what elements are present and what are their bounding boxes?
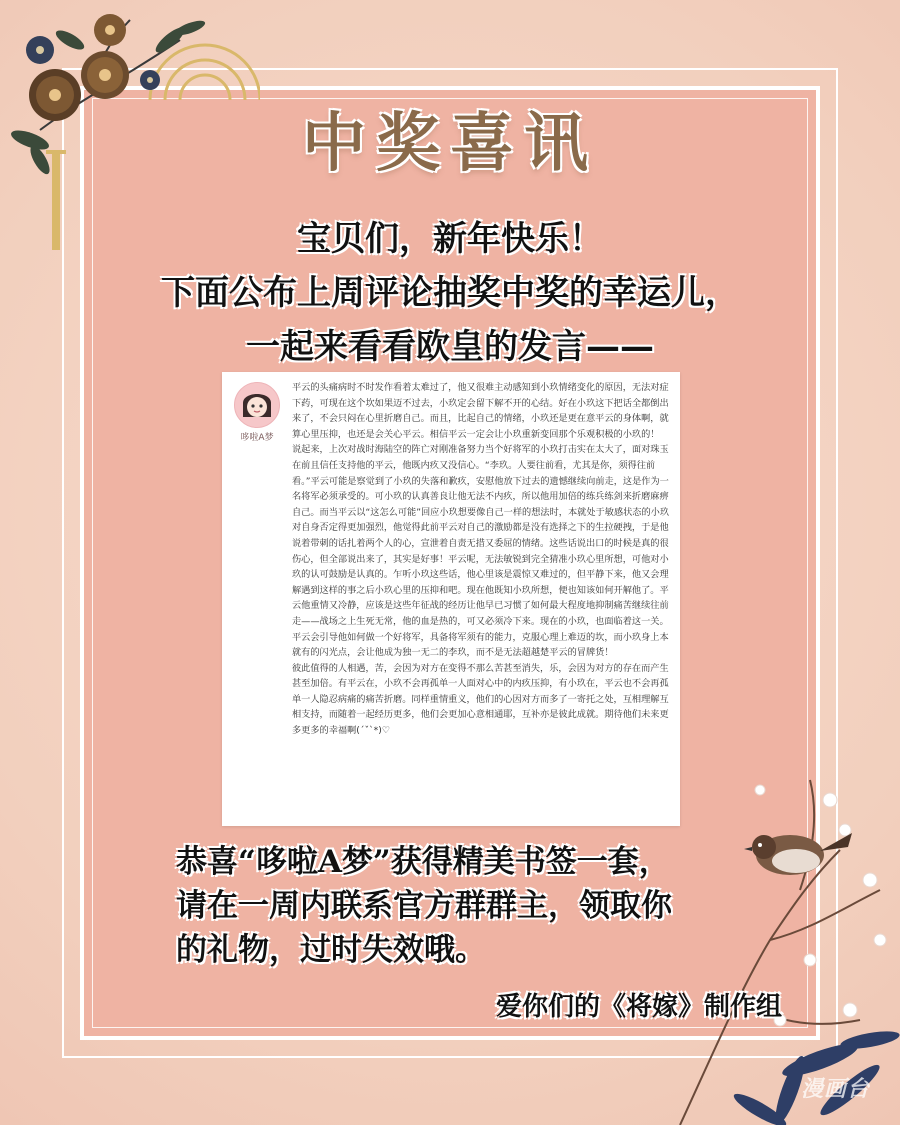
- page-title: 中奖喜讯: [302, 106, 598, 181]
- signature: 爱你们的《将嫁》制作组: [495, 992, 782, 1022]
- winner-announcement: [176, 840, 776, 972]
- intro-text: [0, 212, 900, 374]
- comment-card: [222, 372, 680, 826]
- avatar: [234, 382, 280, 428]
- announcement-line: 恭喜“哆啦A梦”获得精美书签一套，: [176, 844, 670, 880]
- announcement-line: 的礼物，过时失效哦。: [176, 932, 486, 968]
- avatar-face-icon: [235, 383, 279, 427]
- watermark: 漫画台: [800, 1077, 870, 1102]
- comment-text: 平云的头痛病时不时发作看着太难过了，他又很难主动感知到小玖情绪变化的原因，无法对症下药，可现在这个坎如果迈不过去，小玖定会留下解不开的心结。好在小玖这下把话全都倒出来了，不会只闷在心里折磨自己。而且，比起自己的情绪，小玖还是更在意平云的身体啊，就算心里压抑，也还是会关心平云。相信平云一定会让小玖重新变回那个乐观积极的小玖的！ 说起来，上次对战时海陆空的阵亡对刚准备努力当个好将军的小玖打击实在太大了，面对珠玉在前且信任支持他的平云，他既内疚又没信心。“李玖。人要往前看，尤其是你，须得往前看。”平云可能是察觉到了小玖的失落和歉疚，安慰他放下过去的遗憾继续向前走，这是作为一名将军必须承受的。可小玖的认真善良让他无法不内疚，所以他用加倍的练兵练剑来折磨麻痹自己。而当平云以“这怎么可能”回应小玖想要像自己一样的想法时，本就处于敏感状态的小玖对自身否定得更加强烈，他觉得此前平云对自己的激励都是没有选择之下的生拉硬拽，于是他说着带刺的话扎着两个人的心，宣泄着自责无措又委屈的情绪。这些话说出口的时候是真的很伤心，但全部说出来了，其实是好事！平云呢，无法敏锐到完全猜准小玖心里所想，可他对小玖的认可鼓励是认真的。乍听小玖这些话，他心里该是震惊又难过的，但平静下来，他又会理解遇到这样的事之后小玖心里的压抑和吧。现在他既知小玖所想，便也知该如何开解他了。平云他重情又冷静，应该是这些年征战的经历让他早已习惯了如何最大程度地抑制痛苦继续往前走——战场之上生死无常，他的血是热的，可又必须冷下来。现在的小玖，也面临着这一关。平云会引导他如何做一个好将军，具备将军须有的能力，克服心理上难迈的坎，而小玖身上本就有的闪光点，会让他成为独一无二的李玖，而不是无法超越楚平云的冒牌货！ 彼此值得的人相遇，苦，会因为对方在变得不那么苦甚至消失，乐，会因为对方的存在而产生甚至加倍。有平云在，小玖不会再孤单一人面对心中的内疚压抑，有小玖在，平云也不会再孤单一人隐忍病痛的痛苦折磨。同样重情重义，他们的心因对方而多了一寄托之处，互相理解互相支持，而随着一起经历更多，他们会更加心意相通耶，互补亦是彼此成就。期待他们未来更多更多的幸福啊(´ˇ`*)♡: [292, 382, 670, 737]
- intro-line: 一起来看看欧皇的发言——: [246, 327, 654, 367]
- comment-user-name: 哆啦A梦: [240, 433, 274, 443]
- announcement-line: 请在一周内联系官方群群主，领取你: [176, 888, 672, 924]
- intro-line: 下面公布上周评论抽奖中奖的幸运儿，: [161, 273, 739, 313]
- intro-line: 宝贝们，新年快乐！: [297, 219, 603, 259]
